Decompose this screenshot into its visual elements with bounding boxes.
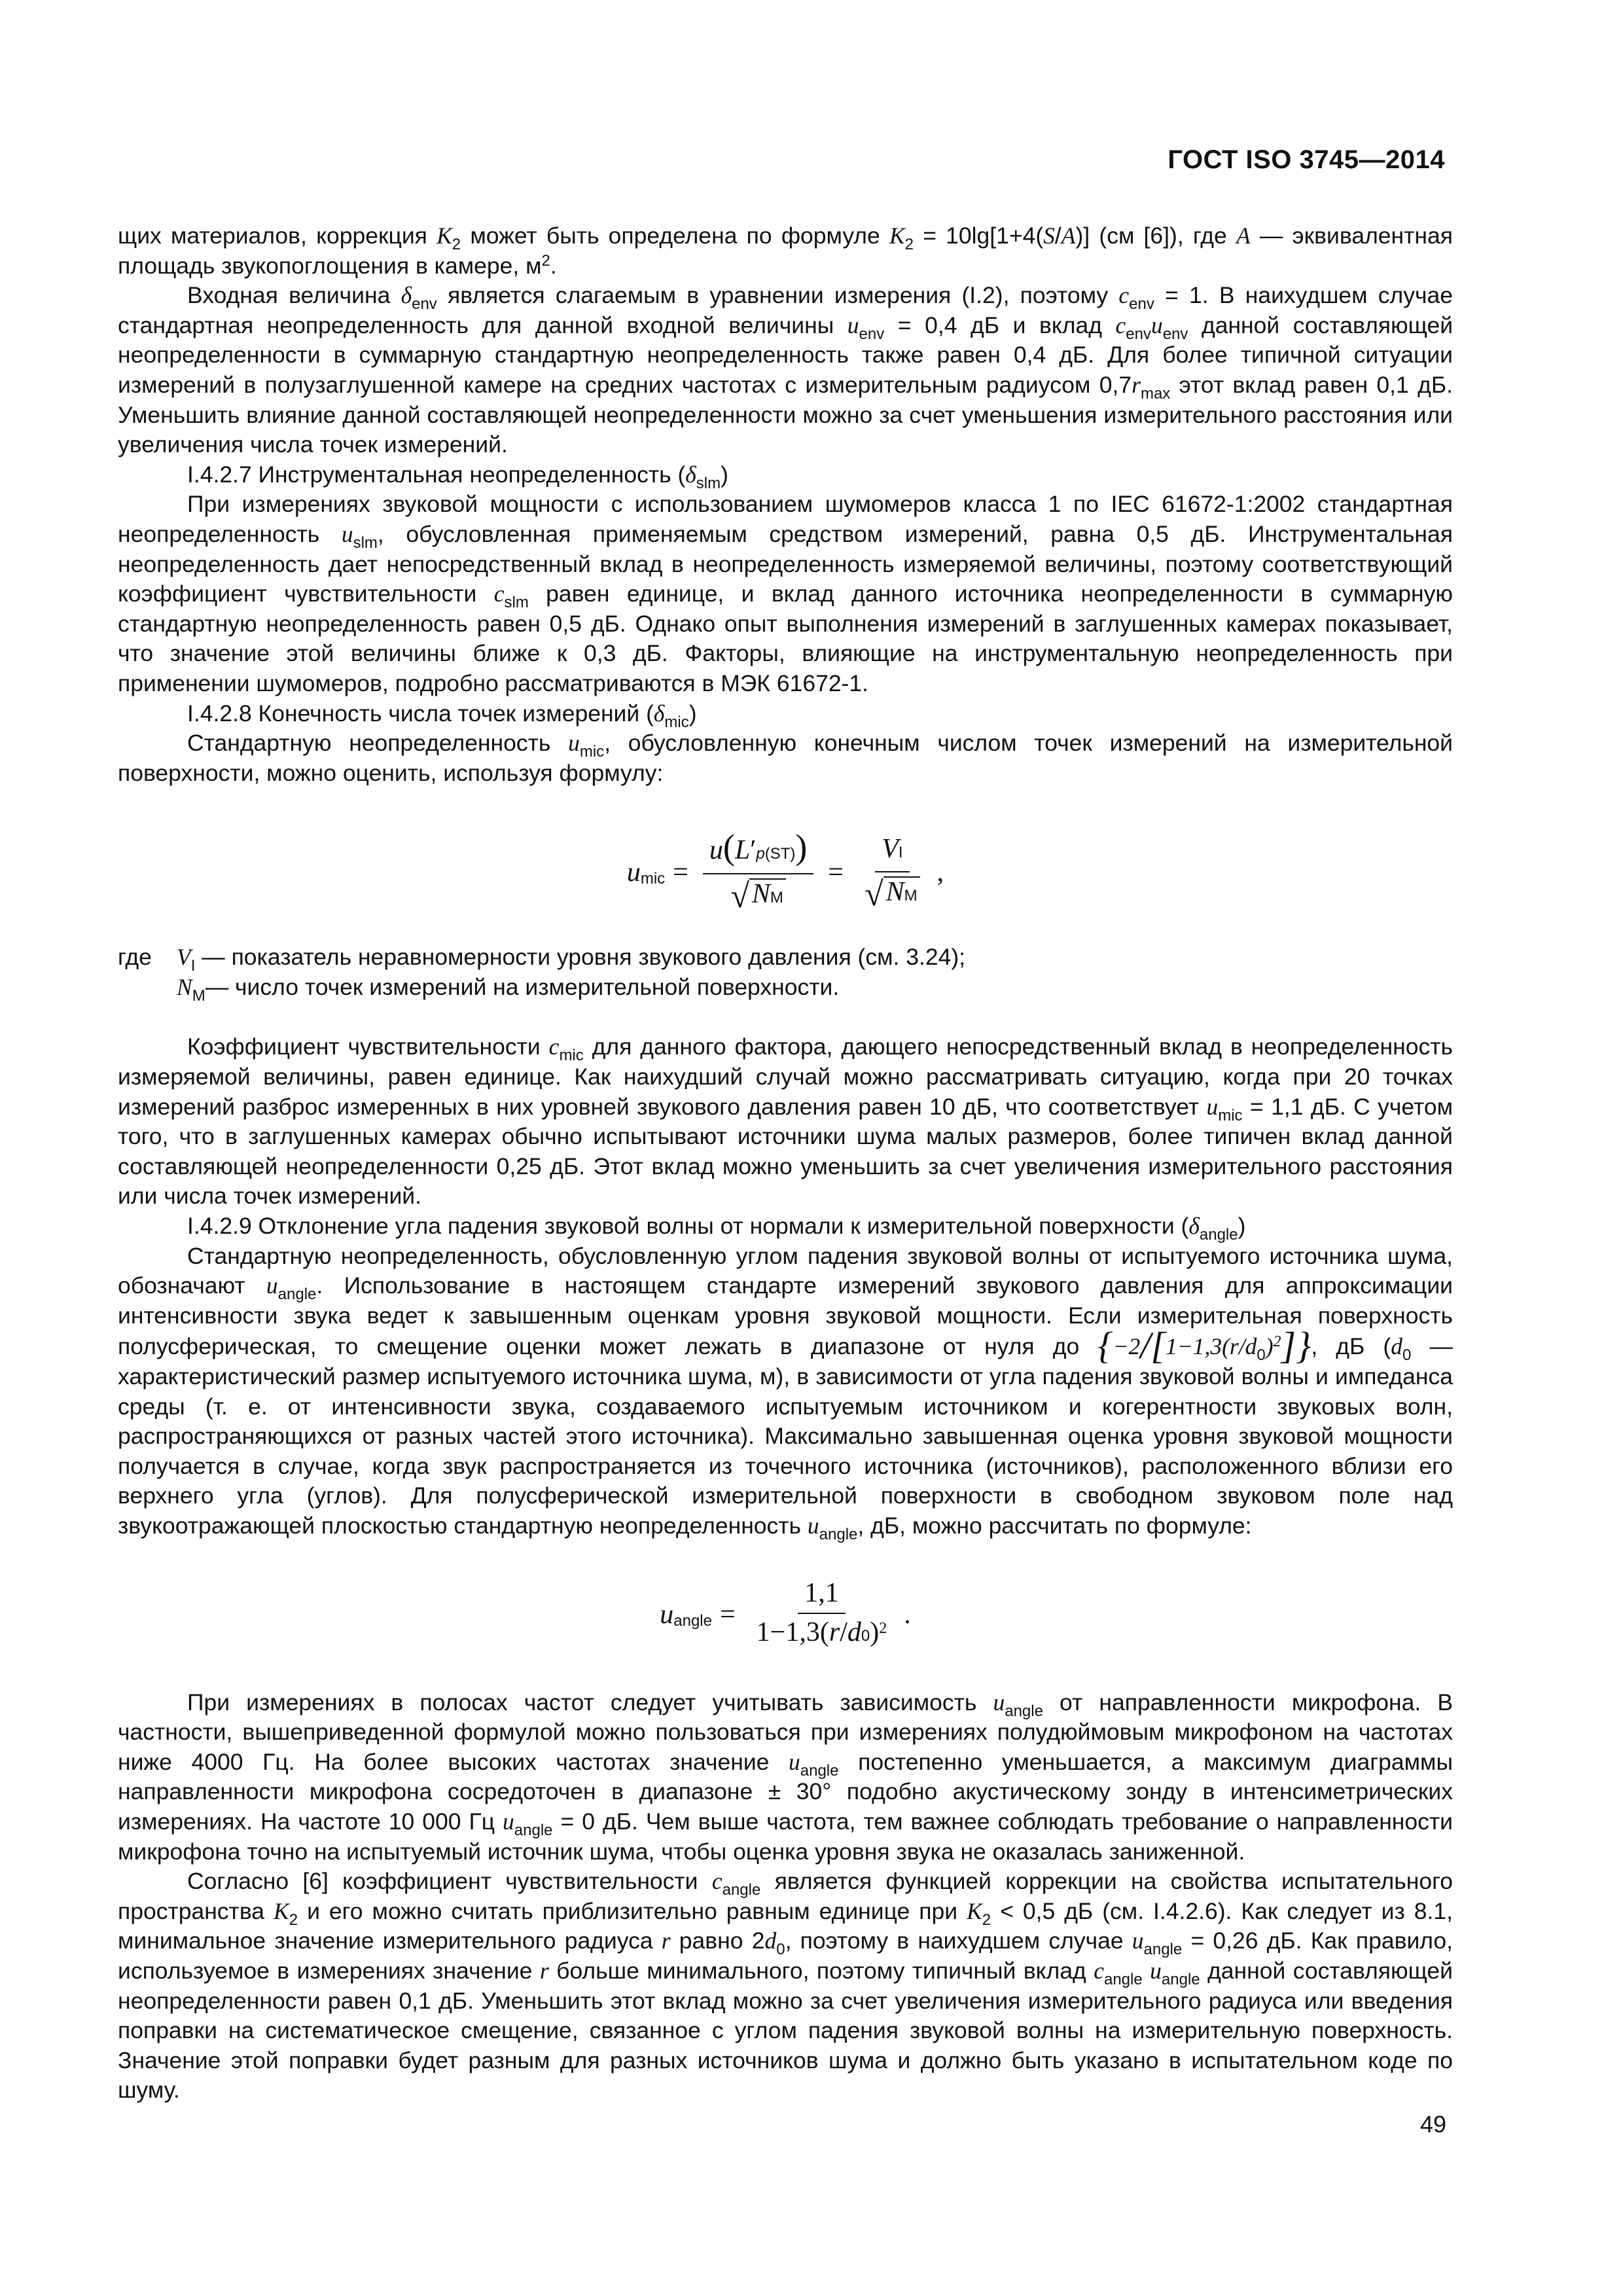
paragraph-angle: Стандартную неопределенность, обусловленную углом падения звуковой волны от испытуемого источника шума, обозначают $u_{angle}$. Использование в настоящем стандарте измерений звукового давления для аппроксимации интенсивности звука ведет к завышенным оценкам уровня звуковой мощности. Если измерительная поверхность полусферическая, то смещение оценки может лежать в диапазоне от нуля до $\{-2/[1-1,3(r/d_0)^2]\}$, дБ ($d_0$ — характеристический размер испытуемого источника шума, м), в зависимости от угла падения звуковой волны и импеданса среды (т. е. от интенсивности звука, создаваемого испытуемым источником и когерентности звуковых волн, распространяющихся от разных частей этого источника). Максимально завышенная оценка уровня звуковой мощности получается в случае, когда звук распространяется из точечного источника (источников), расположенного вблизи его верхнего угла (углов). Для полусферической измерительной поверхности в свободном звуковом поле над звукоотражающей плоскостью стандартную неопределенность $u_{angle}$, дБ, можно рассчитать по формуле: [118,1242,1453,1543]
paragraph-slm: При измерениях звуковой мощности с использованием шумомеров класса 1 по IEC 61672-1:2002 стандартная неопределенность $u_{slm}$, обусловленная применяемым средством измерений, равна 0,5 дБ. Инструментальная неопределенность дает непосредственный вклад в неопределенность измеряемой величины, поэтому соответствующий коэффициент чувствительности $c_{slm}$ равен единице, и вклад данного источника неопределенности в суммарную стандартную неопределенность равен 0,5 дБ. Однако опыт выполнения измерений в заглушенных камерах показывает, что значение этой величины ближе к 0,3 дБ. Факторы, влияющие на инструментальную неопределенность при применении шумомеров, подробно рассматриваются в МЭК 61672-1. [118,491,1454,696]
section-heading-4-2-7: I.4.2.7 Инструментальная неопределенность $(\delta_{slm})$ [187,461,728,492]
formula-legend: где $V_I$ — показатель неравномерности уровня звукового давления (см. 3.24); $N_M—$ число точек измерений на измерительной поверхности. [118,942,1453,1002]
page-body [118,221,1453,2106]
legend-vi: $V_I$ — показатель неравномерности уровня звукового давления (см. 3.24); [177,944,966,975]
legend-nm: $N_M—$ число точек измерений на измерительной поверхности. [177,973,840,1005]
standard-header: ГОСТ ISO 3745—2014 [1168,145,1445,174]
paragraph-mic-intro: Стандартную неопределенность $u_{mic}$, обусловленную конечным числом точек измерений на измерительной поверхности, можно оценить, используя формулу: [118,730,1454,786]
paragraph-c-mic: Коэффициент чувствительности $c_{mic}$ для данного фактора, дающего непосредственный вклад в неопределенность измеряемой величины, равен единице. Как наихудший случай можно рассматривать ситуацию, когда при 20 точках измерений разброс измеренных в них уровней звукового давления равен 10 дБ, что соответствует $u_{mic} = 1,1$ дБ. С учетом того, что в заглушенных камерах обычно испытывают источники шума малых размеров, более типичен вклад данной составляющей неопределенности 0,25 дБ. Этот вклад можно уменьшить за счет увеличения измерительного расстояния или числа точек измерений. [118,1033,1453,1210]
paragraph-frequency: При измерениях в полосах частот следует учитывать зависимость $u_{angle}$ от направленности микрофона. В частности, вышеприведенной формулой можно пользоваться при измерениях полудюймовым микрофоном на частотах ниже 4000 Гц. На более высоких частотах значение $u_{angle}$ постепенно уменьшается, а максимум диаграммы направленности микрофона сосредоточен в диапазоне ± 30° подобно акустическому зонду в интенсиметрических измерениях. На частоте 10 000 Гц $u_{angle} = 0$ дБ. Чем выше частота, тем важнее соблюдать требование о направленности микрофона точно на испытуемый источник шума, чтобы оценка уровня звука не оказалась заниженной. [118,1689,1454,1865]
section-heading-4-2-8: I.4.2.8 Конечность числа точек измерений $(\delta_{mic})$ [187,700,697,731]
section-heading-4-2-9: I.4.2.9 Отклонение угла падения звуковой волны от нормали к измерительной поверхности $(\delta_{angle})$ [187,1213,1246,1244]
paragraph-c-angle: Согласно [6] коэффициент чувствительности $c_{angle}$ является функцией коррекции на свойства испытательного пространства $K_2$ и его можно считать приблизительно равным единице при $K_2 < 0,5$ дБ (см. I.4.2.6). Как следует из 8.1, минимальное значение измерительного радиуса r равно $2d_0$, поэтому в наихудшем случае $u_{angle} = 0,26$ дБ. Как правило, используемое в измерениях значение r больше минимального, поэтому типичный вклад $c_{angle}$ $u_{angle}$ данной составляющей неопределенности равен 0,1 дБ. Уменьшить этот вклад можно за счет увеличения измерительного радиуса или введения поправки на систематическое смещение, связанное с углом падения звуковой волны на измерительную поверхность. Значение этой поправки будет разным для разных источников шума и должно быть указано в испытательном коде по шуму. [118,1868,1454,2104]
formula-u-angle: u angle = $\frac{1,1}{1-1,3(r/d0)^2}$ . [660,1578,911,1648]
paragraph-k2: щих материалов, коррекция $K_2$ может быть определена по формуле $K_2 = 10\lg[1+4(S/A)]$ (см [6]), где A — эквивалентная площадь звукопоглощения в камере, $м^2$. [118,223,1453,279]
page-number: 49 [1419,2111,1446,2138]
formula-u-mic: u mic = u(L′p(ST)) √ NM = VI √ NM , [626,827,944,915]
paragraph-delta-env: Входная величина $\delta_{env}$ является слагаемым в уравнении измерения (I.2), поэтому $c_{env} = 1$. В наихудшем случае стандартная неопределенность для данной входной величины $u_{env} = 0,4$ дБ и вклад $c_{env}u_{env}$ данной составляющей неопределенности в суммарную стандартную неопределенность также равен 0,4 дБ. Для более типичной ситуации измерений в полузаглушенной камере на средних частотах с измерительным радиусом $0,7r_{max}$ этот вклад равен 0,1 дБ. Уменьшить влияние данной составляющей неопределенности можно за счет уменьшения измерительного расстояния или увеличения числа точек измерений. [118,282,1454,458]
